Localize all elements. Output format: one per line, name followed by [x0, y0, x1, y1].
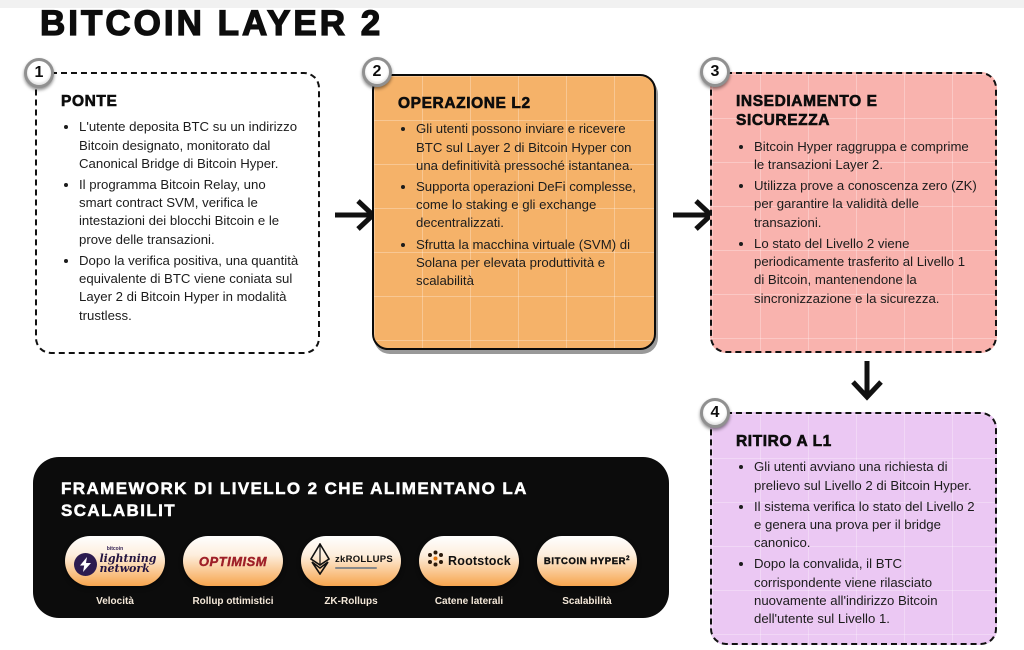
step2-bullet-list [394, 120, 638, 290]
optimism-wordmark: OPTIMISM [198, 553, 268, 569]
step4-bullet-list [732, 458, 979, 628]
step3-number-badge [700, 57, 730, 87]
lightning-line1: lightning [99, 551, 157, 565]
bitcoin-hyper-wordmark [544, 556, 630, 567]
arrow-down-icon [848, 358, 886, 404]
framework-label-scalabilita: Scalabilità [562, 596, 612, 608]
framework-item-lightning-network [63, 536, 167, 607]
step1-bullet: • Dopo la verifica positiva, una quantità equivalente di BTC viene coniata sul Layer 2 di Bitcoin Hyper in modalità trustless. [79, 252, 302, 325]
step4-heading: RITIRO A L1 [736, 433, 832, 450]
framework-item-rootstock [417, 536, 521, 607]
rootstock-logo [419, 536, 519, 586]
step1-bullet-list [57, 118, 302, 324]
step2-bullet: • Gli utenti possono inviare e ricevere BTC sul Layer 2 di Bitcoin Hyper con una definitività pressoché istantanea. [416, 120, 638, 175]
framework-logo-row [61, 536, 641, 607]
lightning-bolt-icon [74, 553, 97, 576]
page-title: BITCOIN LAYER 2 [40, 4, 384, 43]
step3-bullet-list [732, 138, 979, 308]
zkrollups-wordmark: zkROLLUPS [334, 553, 394, 565]
step3-heading: INSEDIAMENTO E SICUREZZA [736, 93, 878, 130]
framework-panel-title: FRAMEWORK DI LIVELLO 2 CHE ALIMENTANO LA SCALABILIT [61, 479, 528, 521]
zkrollups-logo [301, 536, 401, 586]
bitcoin-hyper-text: BITCOIN HYPER [543, 555, 627, 567]
lightning-line2: network [99, 562, 150, 576]
step3-bullet: • Lo stato del Livello 2 viene periodicamente trasferito al Livello 1 di Bitcoin, mantenendone la sincronizzazione e la sicurezza. [754, 235, 979, 308]
rootstock-wordmark: Rootstock [448, 554, 511, 569]
step3-bullet: • Utilizza prove a conoscenza zero (ZK) per garantire la validità delle transazioni. [754, 177, 979, 232]
step4-bullet: • Gli utenti avviano una richiesta di prelievo sul Livello 2 di Bitcoin Hyper. [754, 458, 979, 494]
step4-box-ritiro-l1 [710, 412, 997, 645]
framework-label-velocita: Velocità [96, 596, 134, 608]
step4-number-badge [700, 398, 730, 428]
zkrollups-tagline [335, 567, 377, 569]
step1-bullet: • L'utente deposita BTC su un indirizzo Bitcoin designato, monitorato dal Canonical Bridge di Bitcoin Hyper. [79, 118, 302, 173]
step3-bullet: • Bitcoin Hyper raggruppa e comprime le transazioni Layer 2. [754, 138, 979, 174]
framework-item-bitcoin-hyper [535, 536, 639, 607]
bitcoin-wordmark: bitcoin [106, 545, 124, 552]
step4-bullet: • Dopo la convalida, il BTC corrispondente viene rilasciato nuovamente all'indirizzo Bitcoin dell'utente sul Livello 1. [754, 555, 979, 628]
framework-item-optimism [181, 536, 285, 607]
lightning-network-logo [65, 536, 165, 586]
step2-box-operazione-l2 [372, 74, 656, 350]
step2-number: 2 [372, 63, 382, 80]
step2-bullet: • Sfrutta la macchina virtuale (SVM) di Solana per elevata produttività e scalabilità [416, 236, 638, 291]
step2-bullet: • Supporta operazioni DeFi complesse, come lo staking e gli exchange decentralizzati. [416, 178, 638, 233]
step3-number: 3 [710, 63, 720, 80]
step2-heading: OPERAZIONE L2 [398, 95, 531, 112]
lightning-network-wordmark [99, 551, 157, 576]
step2-number-badge [362, 57, 392, 87]
step1-box-ponte [35, 72, 320, 354]
framework-panel [33, 457, 669, 618]
step1-bullet: • Il programma Bitcoin Relay, uno smart contract SVM, verifica le intestazioni dei blocchi Bitcoin e le prove delle transazioni. [79, 176, 302, 249]
optimism-logo [183, 536, 283, 586]
step4-number: 4 [710, 404, 720, 421]
framework-label-rollup-ottimistici: Rollup ottimistici [192, 596, 274, 608]
framework-label-zk-rollups: ZK-Rollups [324, 596, 378, 608]
bitcoin-hyper-sup: 2 [626, 555, 631, 562]
step3-box-insediamento-sicurezza [710, 72, 997, 353]
step1-number: 1 [34, 64, 44, 81]
rootstock-dots-icon [427, 550, 444, 572]
step1-heading: PONTE [61, 93, 118, 110]
step4-bullet: • Il sistema verifica lo stato del Livello 2 e genera una prova per il bridge canonico. [754, 498, 979, 553]
step1-number-badge [24, 58, 54, 88]
framework-item-zkrollups [299, 536, 403, 607]
ethereum-diamond-icon [309, 543, 331, 580]
bitcoin-hyper-logo [537, 536, 637, 586]
framework-label-catene-laterali: Catene laterali [434, 596, 504, 608]
